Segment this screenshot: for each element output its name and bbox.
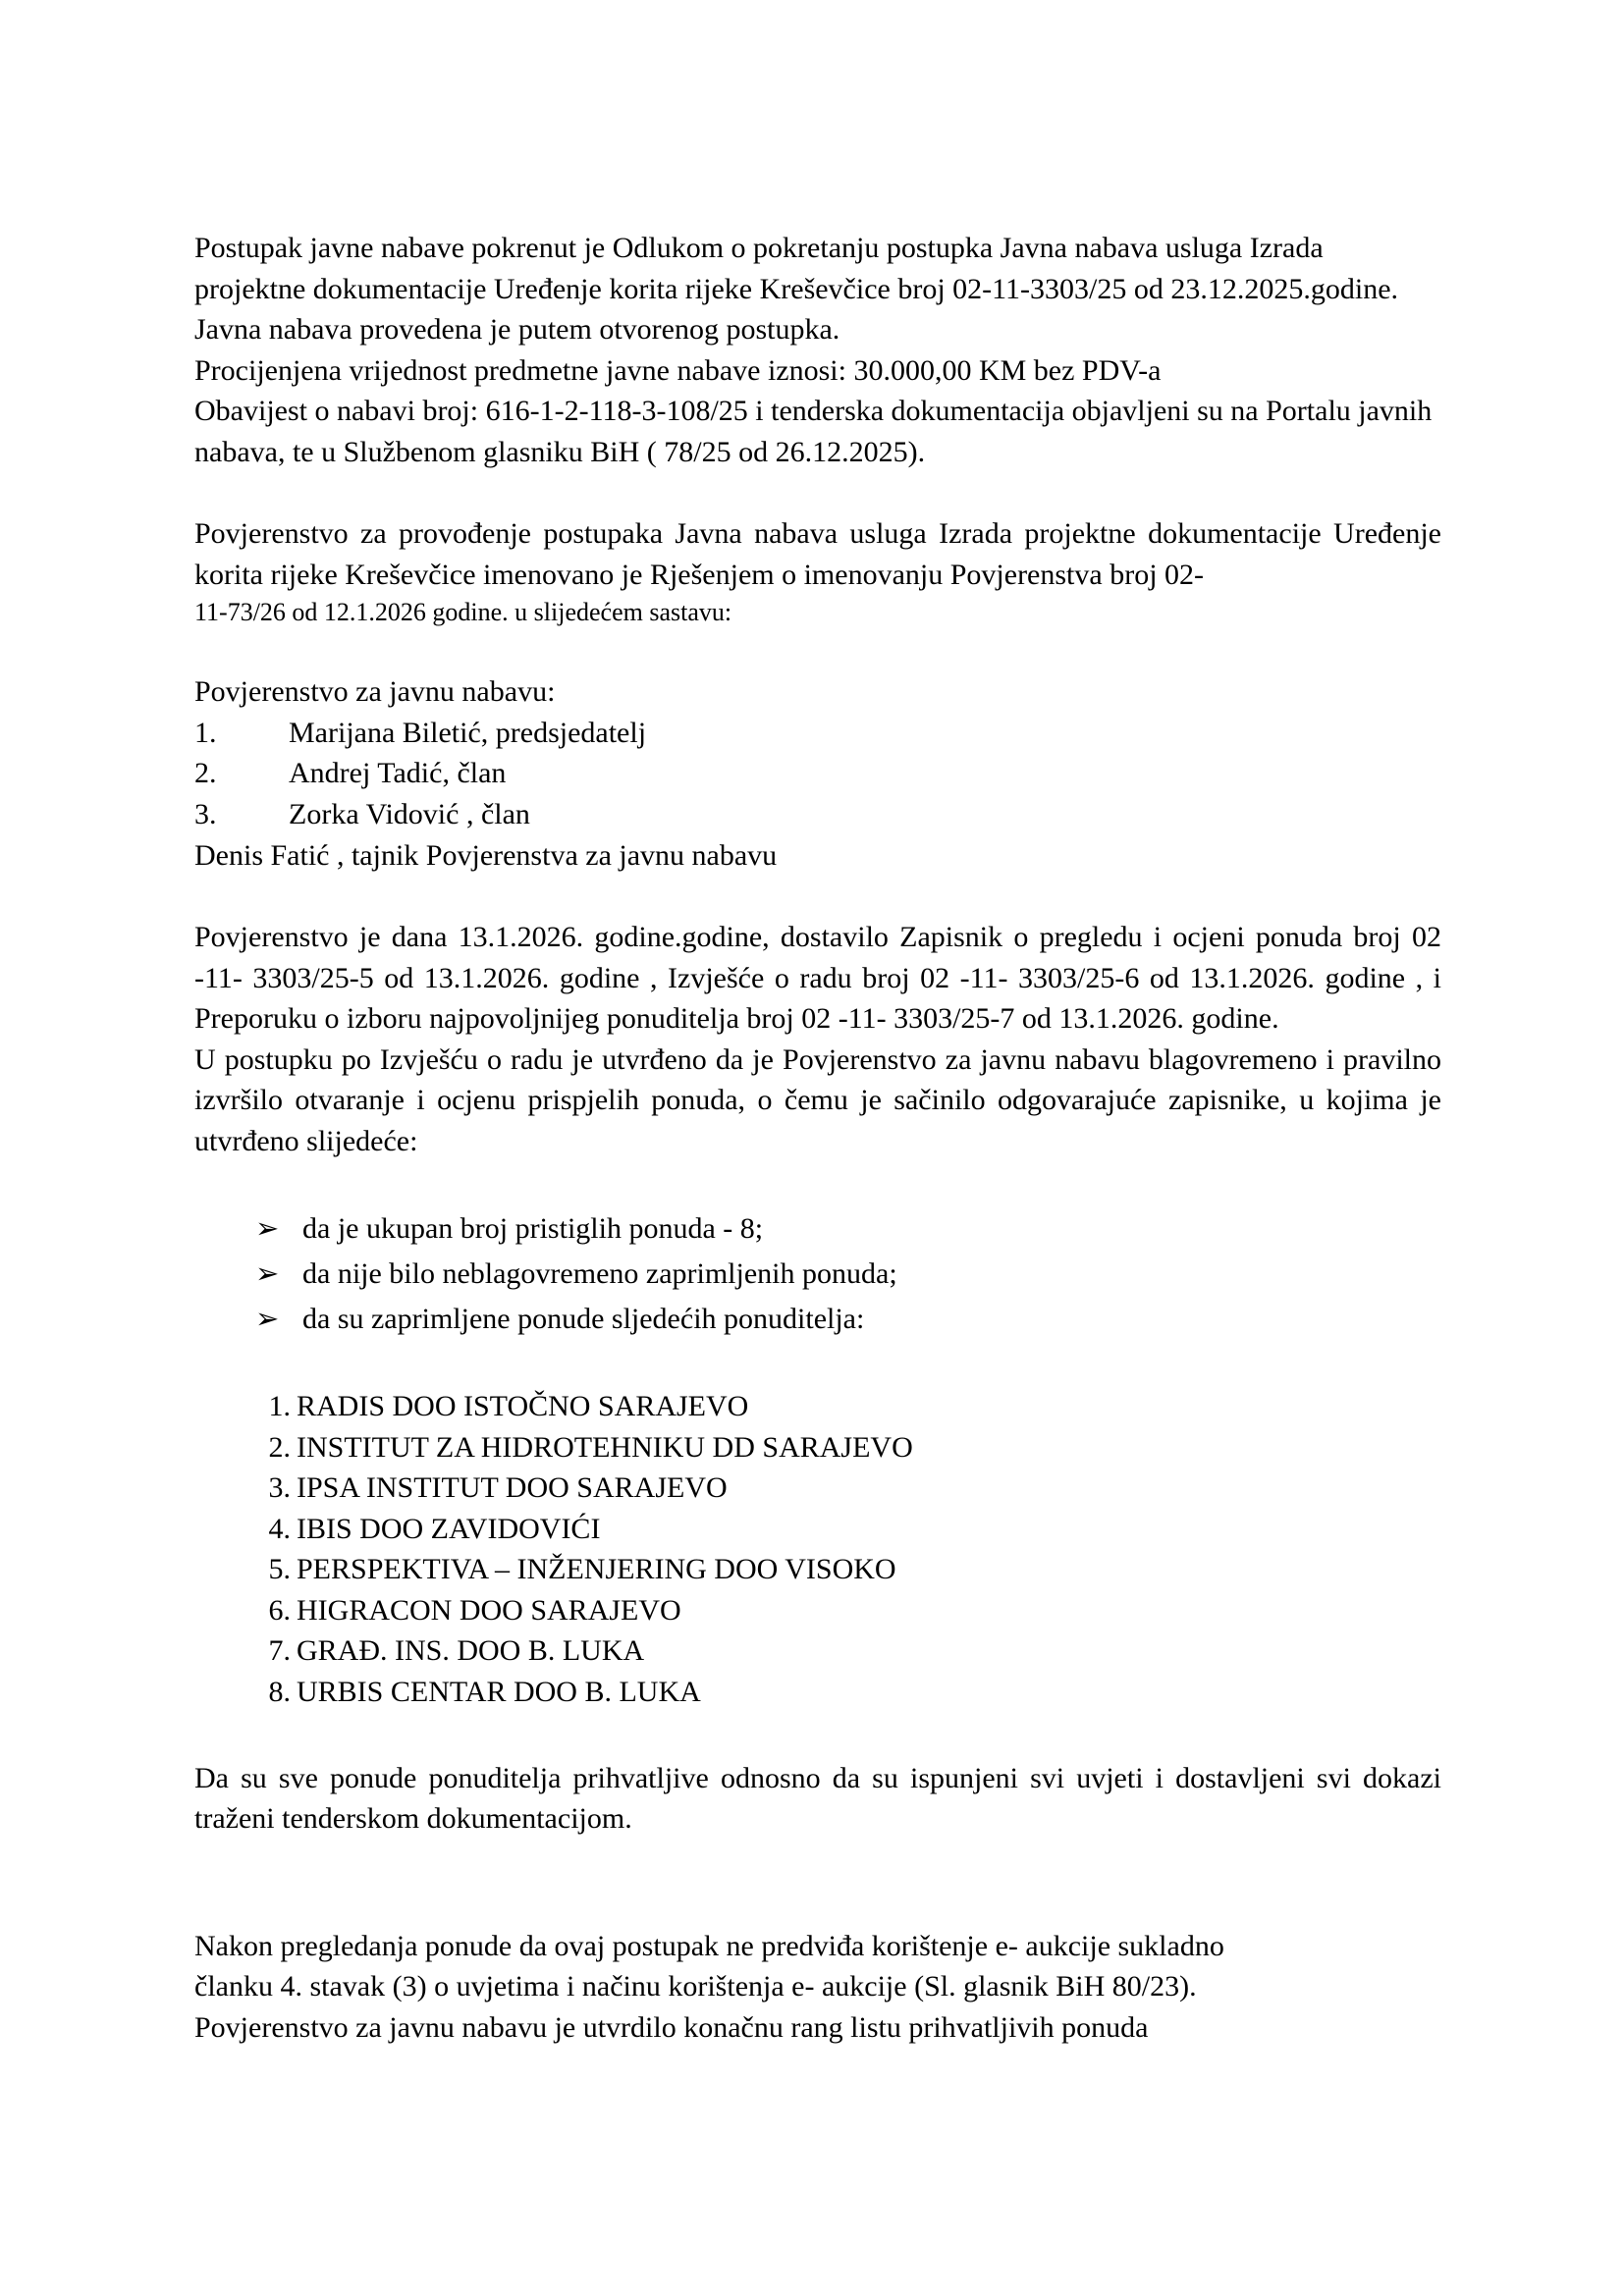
- committee-appointment-block: [194, 513, 1441, 630]
- eauction-line-1: Nakon pregledanja ponude da ovaj postupak ne predviđa korištenje e- aukcije sukladno: [194, 1929, 1224, 1962]
- arrow-bullet-icon: ➢: [255, 1255, 280, 1290]
- intro-block: [194, 228, 1441, 472]
- reports-paragraph: Povjerenstvo je dana 13.1.2026. godine.godine, dostavilo Zapisnik o pregledu i ocjeni ponuda broj 02 -11- 3303/25-5 od 13.1.2026. godine , Izvješće o radu broj 02 -11- 3303/25-6 od 13.1.2026. godine , i Preporuku o izboru najpovoljnijeg ponuditelja broj 02 -11- 3303/25-7 od 13.1.2026. godine.: [194, 921, 1441, 1036]
- bidder-number: 6.: [268, 1593, 291, 1627]
- list-item: [194, 794, 1441, 835]
- spacer: [194, 876, 1441, 917]
- committee-appointment-paragraph: Povjerenstvo za provođenje postupaka Javna nabava usluga Izrada projektne dokumentacije Uređenje korita rijeke Kreševčice imenovano je Rješenjem o imenovanju Povjerenstva broj 02-: [194, 517, 1441, 591]
- bidder-number: 1.: [268, 1390, 291, 1423]
- spacer: [194, 472, 1441, 513]
- bidder-name: GRAĐ. INS. DOO B. LUKA: [297, 1634, 645, 1668]
- acceptability-paragraph: Da su sve ponude ponuditelja prihvatljive odnosno da su ispunjeni svi uvjeti i dostavljeni svi dokazi traženi tenderskom dokumentacijom.: [194, 1761, 1441, 1836]
- list-item: [194, 1468, 1441, 1509]
- spacer: [194, 1713, 1441, 1758]
- list-item: [194, 1590, 1441, 1631]
- document-body: [194, 228, 1441, 2048]
- eauction-line-2: članku 4. stavak (3) o uvjetima i načinu korištenja e- aukcije (Sl. glasnik BiH 80/23).: [194, 1970, 1197, 2003]
- eauction-line-3: Povjerenstvo za javnu nabavu je utvrdilo konačnu rang listu prihvatljivih ponuda: [194, 2010, 1149, 2044]
- committee-member-name: Marijana Biletić, predsjedatelj: [289, 716, 647, 749]
- bidder-number: 5.: [268, 1553, 291, 1586]
- bidder-name: HIGRACON DOO SARAJEVO: [297, 1593, 681, 1627]
- spacer: [194, 1161, 1441, 1206]
- list-item: [194, 1252, 1441, 1297]
- bidder-number: 3.: [268, 1471, 291, 1505]
- bidder-number: 2.: [268, 1430, 291, 1464]
- committee-member-name: Zorka Vidović , član: [289, 798, 530, 831]
- bidder-name: URBIS CENTAR DOO B. LUKA: [297, 1676, 701, 1708]
- bidder-name: IBIS DOO ZAVIDOVIĆI: [297, 1512, 601, 1545]
- list-item: [194, 1509, 1441, 1550]
- spacer: [194, 1341, 1441, 1386]
- findings-bullet-text: da su zaprimljene ponude sljedećih ponuditelja:: [302, 1302, 865, 1335]
- findings-bullet-list: [194, 1206, 1441, 1341]
- list-item: [194, 1549, 1441, 1590]
- spacer: [194, 630, 1441, 671]
- list-item: [194, 1427, 1441, 1468]
- bidder-number: 4.: [268, 1512, 291, 1545]
- committee-member-name: Andrej Tadić, član: [289, 757, 507, 790]
- committee-heading: Povjerenstvo za javnu nabavu:: [194, 675, 556, 709]
- spacer: [194, 1840, 1441, 1926]
- committee-member-number: 2.: [194, 757, 217, 790]
- list-item: [194, 1297, 1441, 1342]
- list-item: [194, 753, 1441, 794]
- committee-member-list: [194, 713, 1441, 835]
- findings-bullet-text: da nije bilo neblagovremeno zaprimljenih ponuda;: [302, 1256, 897, 1290]
- intro-line-procedure: Postupak javne nabave pokrenut je Odlukom o pokretanju postupka Javna nabava usluga Izrada projektne dokumentacije Uređenje korita rijeke Kreševčice broj 02-11-3303/25 od 23.12.2025.godine.: [194, 232, 1399, 305]
- bidder-name: INSTITUT ZA HIDROTEHNIKU DD SARAJEVO: [297, 1430, 913, 1464]
- list-item: [194, 713, 1441, 754]
- committee-member-number: 1.: [194, 716, 217, 749]
- list-item: [194, 1630, 1441, 1672]
- committee-member-number: 3.: [194, 798, 217, 831]
- intro-line-estimated-value: Procijenjena vrijednost predmetne javne nabave iznosi: 30.000,00 KM bez PDV-a: [194, 353, 1162, 387]
- findings-paragraph: U postupku po Izvješću o radu je utvrđeno da je Povjerenstvo za javnu nabavu blagovremeno i pravilno izvršilo otvaranje i ocjenu prispjelih ponuda, o čemu je sačinilo odgovarajuće zapisnike, u kojima je utvrđeno slijedeće:: [194, 1042, 1441, 1157]
- bidder-number: 7.: [268, 1634, 291, 1668]
- committee-secretary: Denis Fatić , tajnik Povjerenstva za javnu nabavu: [194, 838, 778, 872]
- list-item: [194, 1386, 1441, 1427]
- bidder-name: PERSPEKTIVA – INŽENJERING DOO VISOKO: [297, 1553, 896, 1586]
- list-item: [194, 1672, 1441, 1713]
- eauction-block: [194, 1926, 1441, 2049]
- committee-appointment-reference: 11-73/26 od 12.1.2026 godine. u slijedećem sastavu:: [194, 598, 732, 627]
- intro-line-notice: Obavijest o nabavi broj: 616-1-2-118-3-108/25 i tenderska dokumentacija objavljeni su na Portalu javnih nabava, te u Službenom glasniku BiH ( 78/25 od 26.12.2025).: [194, 395, 1433, 468]
- committee-block: [194, 671, 1441, 876]
- arrow-bullet-icon: ➢: [255, 1301, 280, 1335]
- findings-bullet-text: da je ukupan broj pristiglih ponuda - 8;: [302, 1212, 764, 1246]
- bidder-name: IPSA INSTITUT DOO SARAJEVO: [297, 1471, 728, 1505]
- bidder-number: 8.: [268, 1676, 291, 1708]
- bidder-name: RADIS DOO ISTOČNO SARAJEVO: [297, 1390, 749, 1423]
- bidder-list: [194, 1386, 1441, 1712]
- arrow-bullet-icon: ➢: [255, 1211, 280, 1246]
- list-item: [194, 1206, 1441, 1252]
- intro-line-open-procedure: Javna nabava provedena je putem otvorenog postupka.: [194, 313, 840, 347]
